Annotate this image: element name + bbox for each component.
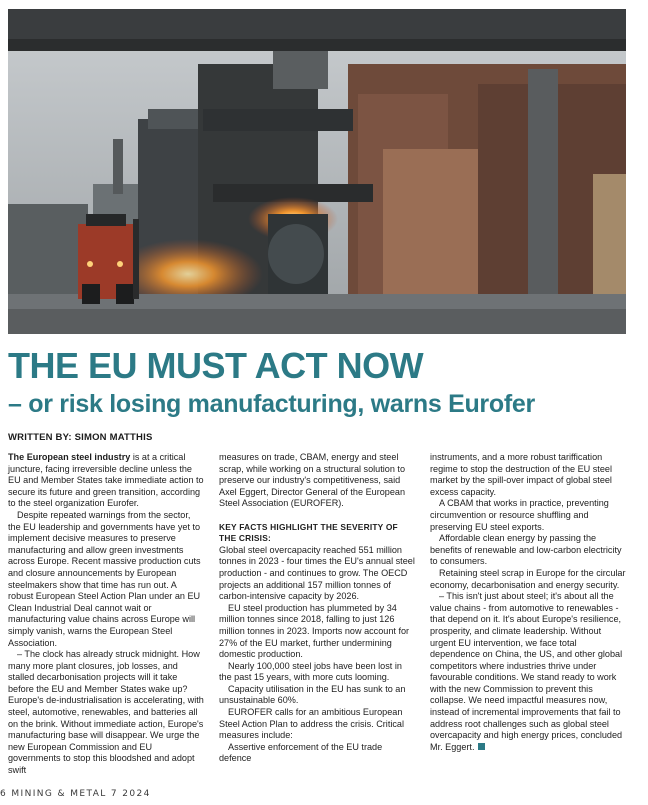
paragraph: measures on trade, CBAM, energy and steel scrap, while working on a structural solution to preserve our industry's competitiveness, said Axel Eggert, Director General of the European Steel Association (EUROFER).: [219, 452, 406, 509]
page-footer: 6 MINING & METAL 7 2024: [0, 789, 151, 799]
paragraph: Capacity utilisation in the EU has sunk to an unsustainable 60%.: [219, 683, 406, 706]
byline: WRITTEN BY: SIMON MATTHIS: [8, 432, 153, 443]
paragraph: EU steel production has plummeted by 34 million tonnes since 2018, falling to just 126 million tonnes in 2023. Imports now account for 27% of the EU market, further undermining domestic production.: [219, 602, 410, 660]
text-column-3: [430, 452, 626, 753]
paragraph-text: – This isn't just about steel; it's about all the value chains - from automotive to renewables - that depend on it. It's about Europe's resilience, prosperity, and climate leadership. Without urgent EU intervention, we face total dependence on China, the US, and other global competitors where industries thrive under favourable conditions. We stand ready to work with the new Commission to prevent this collapse. We need impactful measures now, instead of incremental improvements that fail to address root challenges such as global steel overcapacity and high energy prices, concluded Mr. Eggert.: [430, 591, 623, 752]
paragraph: instruments, and a more robust tariffication regime to stop the destruction of the EU steel market by the spill-over impact of global steel excess capacity.: [430, 452, 612, 497]
paragraph: Nearly 100,000 steel jobs have been lost in the past 15 years, with more cuts looming.: [219, 660, 402, 683]
steel-plant-photo: [8, 9, 626, 334]
paragraph: Affordable clean energy by passing the benefits of renewable and low-carbon electricity to consumers.: [430, 533, 622, 567]
article-title: THE EU MUST ACT NOW: [8, 345, 424, 386]
paragraph: Despite repeated warnings from the sector, the EU leadership and governments have yet to implement decisive measures to preserve manufacturing and allow green investments across Europe. Recent massive production cuts and closure announcements by European steelmakers show that time has run out. A robust European Steel Action Plan under an EU Clean Industrial Deal cannot wait or manufacturing value chains across Europe will simply vanish, warns the European Steel Association.: [8, 509, 201, 648]
text-column-2: [219, 452, 415, 765]
end-mark-icon: [478, 743, 485, 750]
text-column-1: [8, 452, 204, 777]
paragraph: Assertive enforcement of the EU trade defence: [219, 741, 383, 764]
paragraph: Retaining steel scrap in Europe for the circular economy, decarbonisation and energy security.: [430, 567, 626, 590]
key-facts-heading: KEY FACTS HIGHLIGHT THE SEVERITY OF THE CRISIS:: [219, 521, 398, 544]
paragraph: A CBAM that works in practice, preventing circumvention or resource shuffling and preserving EU steel exports.: [430, 498, 609, 532]
paragraph: – The clock has already struck midnight. How many more plant closures, job losses, and stalled decarbonisation projects will it take before the EU and Member States wake up? Europe's de-industrialisation is accelerating, with steel, automotive, renewables, and batteries all on the brink. Without immediate action, Europe's manufacturing base will disappear. We urge the new European Commission and EU governments to stop this bloodshed and adopt swift: [8, 649, 204, 776]
paragraph: [430, 591, 626, 753]
paragraph: [8, 452, 204, 510]
paragraph-text: is at a critical juncture, facing irreversible decline unless the EU and Member States take immediate action to secure its future and green transition, according to the steel organization Eurofer.: [8, 452, 204, 509]
paragraph: EUROFER calls for an ambitious European Steel Action Plan to address the crisis. Critical measures include:: [219, 707, 404, 741]
lead-in: The European steel industry: [8, 452, 131, 462]
paragraph: Global steel overcapacity reached 551 million tonnes in 2023 - four times the EU's annual steel production - and continues to grow. The OECD projects an additional 157 million tonnes of carbon-intensive capacity by 2026.: [219, 544, 415, 602]
article-subtitle: – or risk losing manufacturing, warns Eurofer: [8, 390, 535, 418]
